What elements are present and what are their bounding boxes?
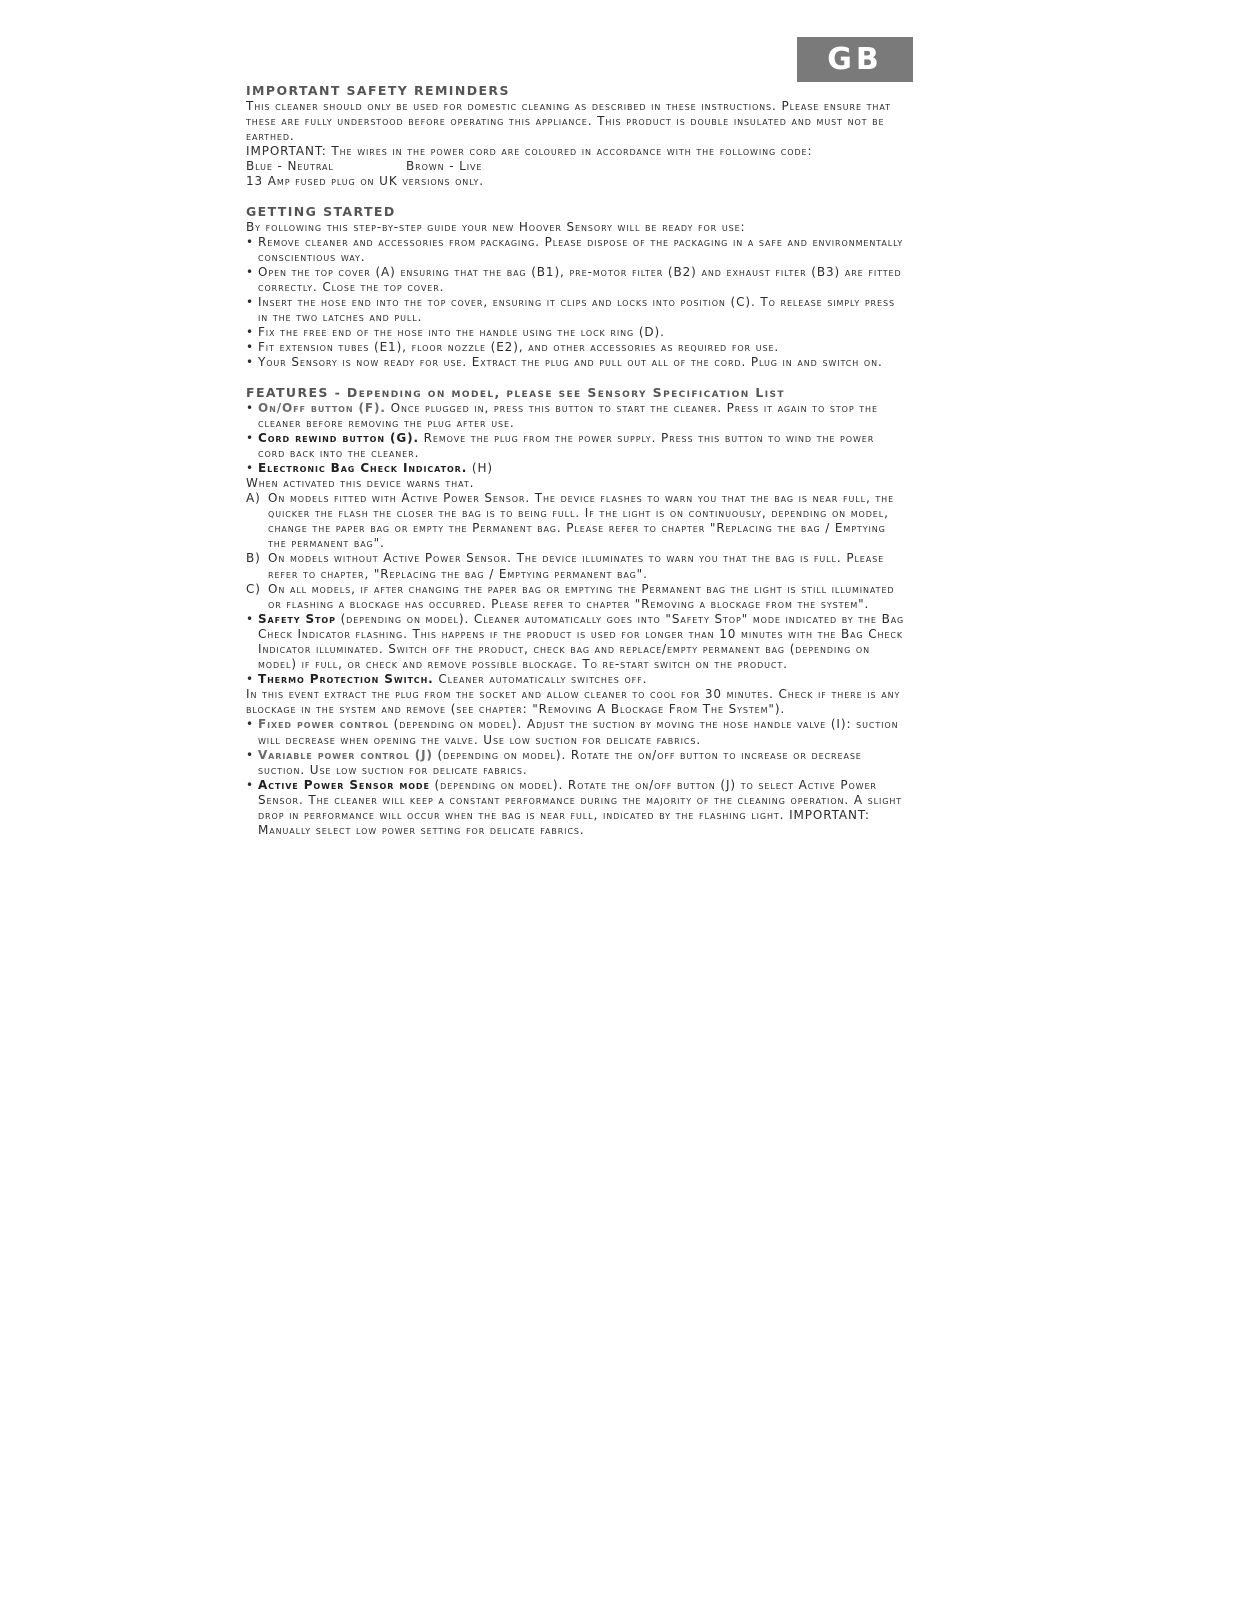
feature-bag-check [246,461,906,476]
feature-text: Once plugged in, press this button to start the cleaner. Press it again to stop the cleaner before removing the plug after use. [258,400,878,430]
feature-title: Thermo Protection Switch. [258,672,434,687]
bag-check-when: When activated this device warns that. [246,475,475,490]
feature-cord-rewind [246,431,906,461]
wire-code-line [246,159,906,174]
wiring-paragraph: IMPORTANT: The wires in the power cord are coloured in accordance with the following code: [246,144,813,159]
list-item: • Remove cleaner and accessories from packaging. Please dispose of the packaging in a safe and environmentally conscientious way. [246,235,906,265]
blue-wire-code: Blue - Neutral [246,159,334,174]
feature-thermo-protection [246,672,906,687]
feature-title: Electronic Bag Check Indicator. [258,460,468,475]
case-text: On all models, if after changing the paper bag or emptying the Permanent bag the light is still illuminated or flashing a blockage has occurred. Please refer to chapter "Removing a blockage from the system". [268,581,895,611]
features-heading: FEATURES - Depending on model, please see Sensory Specification List [246,384,785,400]
plug-note: 13 Amp fused plug on UK versions only. [246,174,484,189]
case-text: On models fitted with Active Power Sensor. The device flashes to warn you that the bag is near full, the quicker the flash the closer the bag is to being full. If the light is on continuously, depending on model, change the paper bag or empty the Permanent bag. Please refer to chapter "Replacing the bag / Emptying the permanent bag". [268,491,895,551]
feature-text: (depending on model). Adjust the suction by moving the hose handle valve (I): suction will decrease when opening the valve. Use low suction for delicate fabrics. [258,717,899,747]
safety-heading: IMPORTANT SAFETY REMINDERS [246,83,510,98]
getting-started-intro: By following this step-by-step guide your new Hoover Sensory will be ready for use: [246,219,746,234]
feature-title: On/Off button (F). [258,400,386,415]
case-marker: A) [246,491,261,506]
list-item: • Open the top cover (A) ensuring that the bag (B1), pre-motor filter (B2) and exhaust filter (B3) are fitted correctly. Close the top cover. [246,265,906,295]
language-badge: GB [797,37,913,82]
safety-section [246,82,906,190]
feature-title: Fixed power control [258,717,389,732]
feature-text: Remove the plug from the power supply. Press this button to wind the power cord back into the cleaner. [258,430,875,460]
thermo-protection-note: In this event extract the plug from the socket and allow cleaner to cool for 30 minutes. Check if there is any blockage in the system and remove (see chapter: "Removing A Blockage From The System"). [246,687,901,717]
brown-wire-code: Brown - Live [406,159,483,174]
features-section [246,384,906,839]
getting-started-section [246,203,906,371]
manual-page [246,82,906,838]
feature-text: Cleaner automatically switches off. [433,672,648,687]
feature-onoff [246,401,906,431]
feature-title: Safety Stop [258,611,336,626]
feature-title: Variable power control (J) [258,747,433,762]
bag-check-case-a [246,491,906,551]
feature-title: Active Power Sensor mode [258,777,430,792]
list-item: • Insert the hose end into the top cover, ensuring it clips and locks into position (C). To release simply press in the two latches and pull. [246,295,906,325]
feature-variable-power [246,748,906,778]
feature-text: (depending on model). Rotate the on/off button to increase or decrease suction. Use low suction for delicate fabrics. [258,747,862,777]
feature-active-power-sensor [246,778,906,838]
safety-paragraph: This cleaner should only be used for domestic cleaning as described in these instructions. Please ensure that these are fully understood before operating this appliance. This product is double insulated and must not be earthed. [246,99,891,144]
case-marker: B) [246,551,261,566]
case-text: On models without Active Power Sensor. The device illuminates to warn you that the bag is full. Please refer to chapter, "Replacing the bag / Emptying permanent bag". [268,551,885,581]
features-list-continued [246,612,906,687]
setup-steps-list [246,235,906,371]
features-list [246,401,906,476]
list-item: • Your Sensory is now ready for use. Extract the plug and pull out all of the cord. Plug in and switch on. [246,355,906,370]
case-marker: C) [246,581,261,596]
feature-title: Cord rewind button (G). [258,430,419,445]
feature-text: (depending on model). Rotate the on/off button (J) to select Active Power Sensor. The cleaner will keep a constant performance during the majority of the cleaning operation. A slight drop in performance will occur when the bag is near full, indicated by the flashing light. IMPORTANT: Manually select low power setting for delicate fabrics. [258,777,903,838]
list-item: • Fix the free end of the hose into the handle using the lock ring (D). [246,325,906,340]
bag-check-case-b [246,551,906,581]
feature-fixed-power [246,717,906,747]
getting-started-heading: GETTING STARTED [246,203,396,219]
feature-text: (depending on model). Cleaner automatically goes into "Safety Stop" mode indicated by the Bag Check Indicator flashing. This happens if the product is used for longer than 10 minutes with the Bag Check Indicator illuminated. Switch off the product, check bag and replace/empty permanent bag (depending on model) if full, or check and remove possible blockage. To re-start switch on the product. [258,611,905,672]
bag-check-case-c [246,582,906,612]
features-list-controls [246,717,906,838]
feature-text: (H) [467,460,493,475]
list-item: • Fit extension tubes (E1), floor nozzle (E2), and other accessories as required for use. [246,340,906,355]
feature-safety-stop [246,612,906,672]
